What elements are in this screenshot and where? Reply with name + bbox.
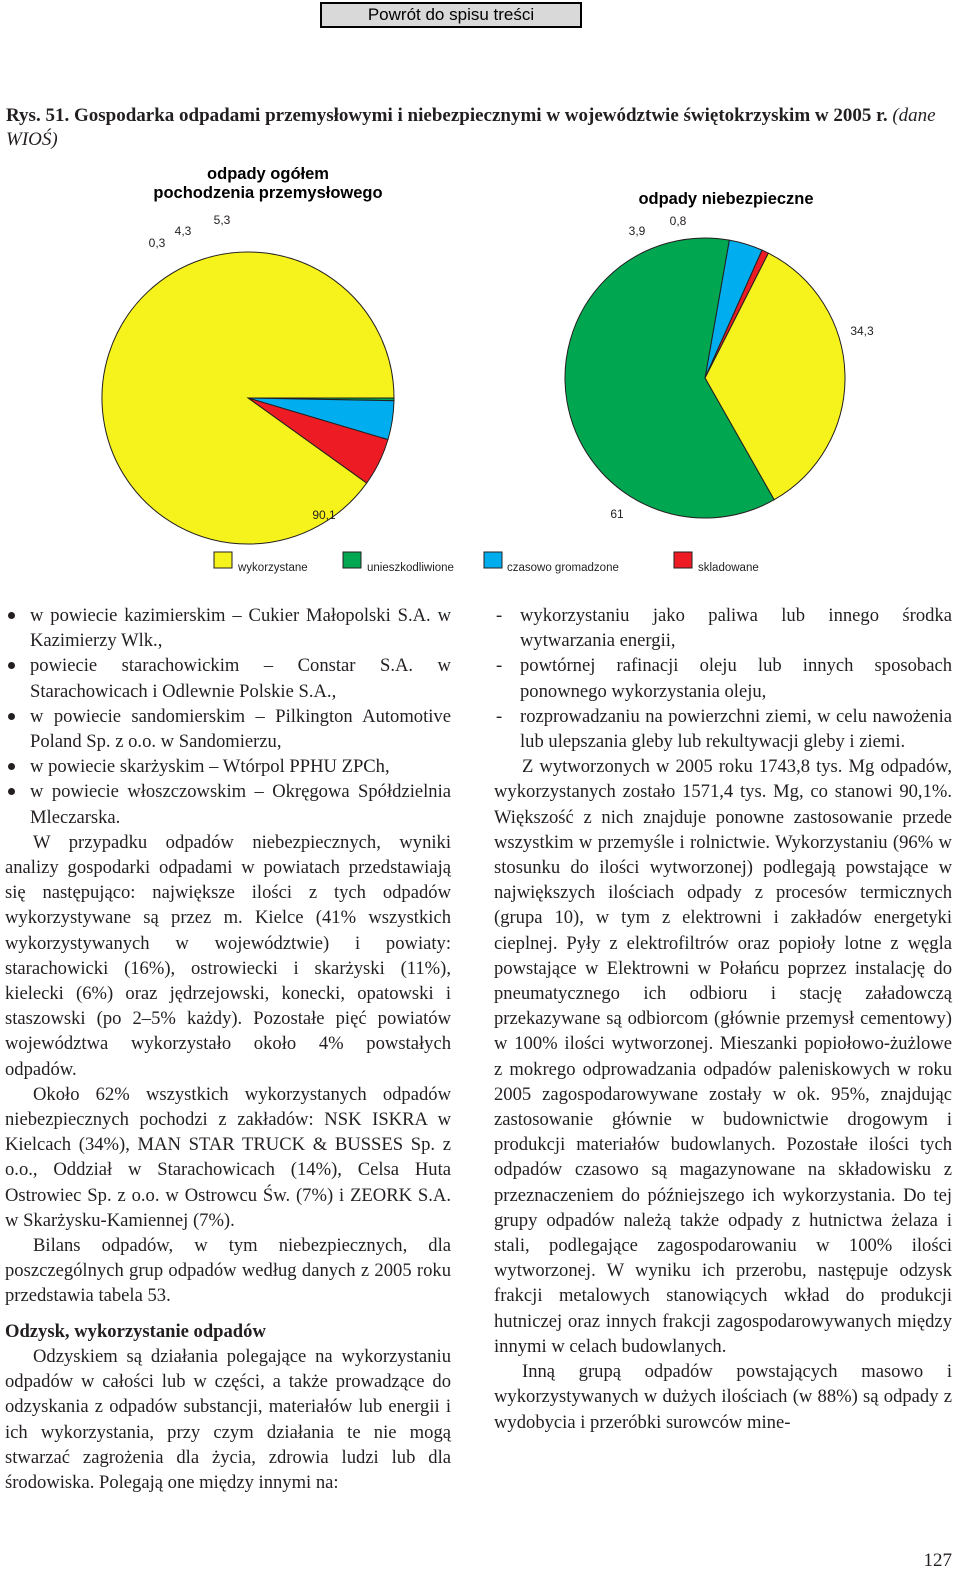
pie-value-label: 4,3	[174, 224, 192, 238]
figure-title: Gospodarka odpadami przemysłowymi i niebezpiecznymi w województwie świętokrzyskim w 2005 r.	[73, 105, 888, 126]
pie-value-label: 0,8	[669, 214, 687, 228]
paragraph: Z wytworzonych w 2005 roku 1743,8 tys. Mg odpadów, wykorzystanych zostało 1571,4 tys. Mg, co stanowi 90,1%. Większość z nich znajduje ponowne zastosowanie przede wszystkim w przemyśle i rolnictwie. Wykorzystaniu (96% w stosunku do ilości wytworzonej) podlegają powstające w największych ilościach odpady z procesów termicznych (grupa 10), w tym z elektrowni i zakładów energetyki cieplnej. Pyły z elektrofiltrów oraz popioły lotne z węgla powstające w Elektrowni w Połańcu poprzez instalację do pneumatycznego ich odbioru i stację załadowczą przekazywane są odbiorcom (głównie przemysł cementowy) w 100% ilości wytworzonej. Mieszanki popiołowo-żużlowe z mokrego odprowadzania odpadów paleniskowych w roku 2005 zagospodarowywane zostały w ok. 95%, znajdując zastosowanie głównie w budownictwie drogowym i produkcji materiałów budowlanych. Pozostałe ilości tych odpadów czasowo są magazynowane na składowisku z przeznaczeniem do późniejszego ich wykorzystania. Do tej grupy odpadów należą także odpady z hutnictwa żelaza i stali, podlegające zagospodarowaniu w 100% ilości wytworzonej. W wyniku ich przerobu, następuje odzysk frakcji metalowych stanowiących wkład do produkcji hutniczej oraz innych frakcji zagospodarowywanych między innymi w celach budowlanych.	[494, 756, 952, 1357]
pie-value-label: 0,3	[148, 236, 166, 250]
paragraph: Inną grupą odpadów powstających masowo i wykorzystywanych w dużych ilościach (w 88%) są odpady z wydobycia i przeróbki surowców mine-	[494, 1361, 952, 1433]
paragraph: W przypadku odpadów niebezpiecznych, wyniki analizy gospodarki odpadami w powiatach przedstawiają się następująco: największe ilości z tych odpadów wykorzystywane są przez m. Kielce (41% wszystkich wykorzystywanych w województwie) i powiaty: starachowicki (16%), ostrowiecki i skarżyski (11%), kielecki (6%) oraz jędrzejowski, konecki, opatowski i staszowski (po 2–5% każdy). Pozostałe pięć powiatów województwa wykorzystało około 4% powstałych odpadów.	[5, 831, 451, 1080]
pie-value-label: 3,9	[628, 224, 646, 238]
chart-legend	[214, 552, 759, 574]
figure-label: Rys. 51.	[6, 105, 70, 126]
pie-value-label: 61	[610, 507, 624, 521]
pie2	[565, 214, 874, 521]
pie-value-label: 34,3	[850, 324, 874, 338]
legend-swatch	[484, 552, 502, 568]
page-number: 127	[923, 1550, 952, 1571]
list-item: powiecie starachowickim – Constar S.A. w Starachowicach i Odlewnie Polskie S.A.,	[5, 653, 451, 703]
legend-swatch	[214, 552, 232, 568]
pie-slice-wykorzystane	[102, 252, 394, 544]
list-item: - rozprowadzaniu na powierzchni ziemi, w celu nawożenia lub ulepszania gleby lub rekultywacji gleby i ziemi.	[494, 704, 952, 754]
right-column	[494, 603, 952, 1435]
list-item: w powiecie kazimierskim – Cukier Małopolski S.A. w Kazimierzy Wlk.,	[5, 603, 451, 653]
legend-label: czasowo gromadzone	[507, 562, 619, 574]
figure-caption	[6, 104, 956, 152]
back-to-contents-button[interactable]: Powrót do spisu treści	[320, 2, 582, 28]
figure-source: (dane WIOŚ)	[6, 105, 936, 150]
legend-label: wykorzystane	[238, 562, 308, 574]
left-column	[5, 603, 451, 1495]
legend-label: skladowane	[698, 562, 759, 574]
legend-swatch	[343, 552, 361, 568]
list-item: - wykorzystaniu jako paliwa lub innego środka wytwarzania energii,	[494, 603, 952, 653]
list-item: w powiecie sandomierskim – Pilkington Automotive Poland Sp. z o.o. w Sandomierzu,	[5, 704, 451, 754]
pie-value-label: 90,1	[312, 508, 336, 522]
legend-swatch	[674, 552, 692, 568]
pie1	[102, 213, 394, 544]
paragraph: Około 62% wszystkich wykorzystanych odpadów niebezpiecznych pochodzi z zakładów: NSK ISKRA w Kielcach (34%), MAN STAR TRUCK & BUSSES Sp. z o.o., Oddział w Starachowicach (14%), Celsa Huta Ostrowiec Sp. z o.o. w Ostrowcu Św. (7%) i ZEORK S.A. w Skarżysku-Kamiennej (7%).	[5, 1083, 451, 1231]
pie1-title-line1: odpady ogółem	[207, 165, 329, 183]
legend-label: unieszkodliwione	[367, 562, 454, 574]
list-item: - powtórnej rafinacji oleju lub innych sposobach ponownego wykorzystania oleju,	[494, 653, 952, 703]
pie2-title: odpady niebezpieczne	[638, 190, 814, 208]
list-item: w powiecie skarżyskim – Wtórpol PPHU ZPCh,	[5, 754, 451, 779]
paragraph: Odzyskiem są działania polegające na wykorzystaniu odpadów w całości lub w części, a także prowadzące do odzyskania z odpadów substancji, materiałów lub energii i ich wykorzystania, przy czym działania te nie mogą stwarzać zagrożenia dla życia, zdrowia ludzi lub dla środowiska. Polegają one między innymi na:	[5, 1345, 451, 1493]
section-heading: Odzysk, wykorzystanie odpadów	[5, 1320, 266, 1342]
pie1-title-line2: pochodzenia przemysłowego	[153, 184, 383, 202]
list-item: w powiecie włoszczowskim – Okręgowa Spółdzielnia Mleczarska.	[5, 779, 451, 829]
pie-charts	[0, 155, 960, 595]
paragraph: Bilans odpadów, w tym niebezpiecznych, dla poszczególnych grup odpadów według danych z 2005 roku przedstawia tabela 53.	[5, 1235, 451, 1307]
pie-value-label: 5,3	[213, 213, 231, 227]
